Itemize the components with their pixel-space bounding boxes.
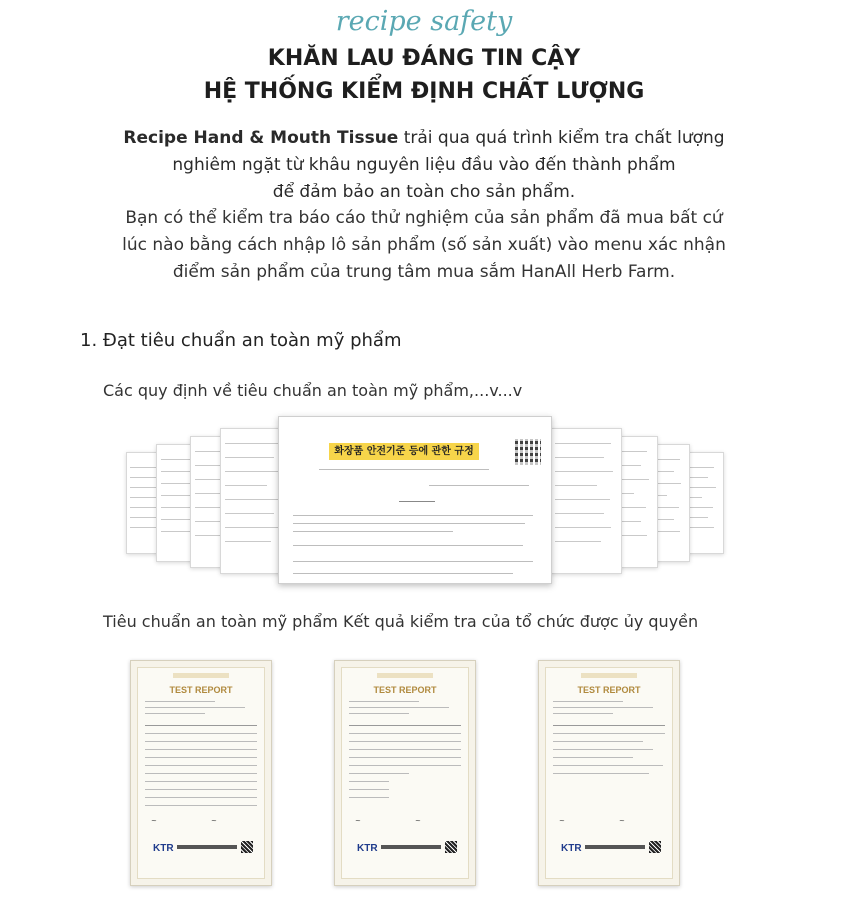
intro-line5: lúc nào bằng cách nhập lô sản phẩm (số sản xuất) vào menu xác nhận — [122, 235, 726, 255]
intro-line6: điểm sản phẩm của trung tâm mua sắm HanAll Herb Farm. — [172, 262, 676, 282]
test-report-title: TEST REPORT — [577, 685, 641, 695]
test-report-title: TEST REPORT — [373, 685, 437, 695]
ktr-logo: KTR — [561, 843, 582, 854]
regulations-subtitle: Các quy định về tiêu chuẩn an toàn mỹ phẩm,...v...v — [103, 381, 523, 400]
ktr-logo: KTR — [357, 843, 378, 854]
section-heading: 1. Đạt tiêu chuẩn an toàn mỹ phẩm — [80, 330, 402, 351]
page-title-line1: KHĂN LAU ĐÁNG TIN CẬY — [267, 46, 581, 71]
intro-line4: Bạn có thể kiểm tra báo cáo thử nghiệm của sản phẩm đã mua bất cứ — [125, 208, 723, 228]
qr-code-icon — [241, 841, 253, 853]
test-report-title: TEST REPORT — [169, 685, 233, 695]
regulation-document — [550, 428, 622, 574]
regulation-document-title: 화장품 안전기준 등에 관한 규정 — [329, 443, 479, 460]
brand-tagline: recipe safety — [335, 6, 513, 37]
reports-subtitle: Tiêu chuẩn an toàn mỹ phẩm Kết quả kiểm tra của tổ chức được ủy quyền — [103, 612, 699, 631]
intro-line2: nghiêm ngặt từ khâu nguyên liệu đầu vào đến thành phẩm — [172, 155, 676, 175]
qr-code-icon — [649, 841, 661, 853]
intro-paragraph-2 — [0, 205, 848, 286]
product-name: Recipe Hand & Mouth Tissue — [123, 128, 399, 148]
regulation-document-front — [278, 416, 552, 584]
intro-paragraph — [0, 125, 848, 206]
intro-line3: để đảm bảo an toàn cho sản phẩm. — [272, 182, 576, 202]
qr-code-icon — [445, 841, 457, 853]
intro-line1: trải qua quá trình kiểm tra chất lượng — [398, 128, 725, 148]
test-report-card: TEST REPORT ~ ~ KTR — [538, 660, 680, 886]
page-title-line2: HỆ THỐNG KIỂM ĐỊNH CHẤT LƯỢNG — [203, 79, 645, 104]
test-report-card: TEST REPORT ~ ~ KTR — [130, 660, 272, 886]
ktr-logo: KTR — [153, 843, 174, 854]
test-report-card: TEST REPORT ~ ~ KTR — [334, 660, 476, 886]
